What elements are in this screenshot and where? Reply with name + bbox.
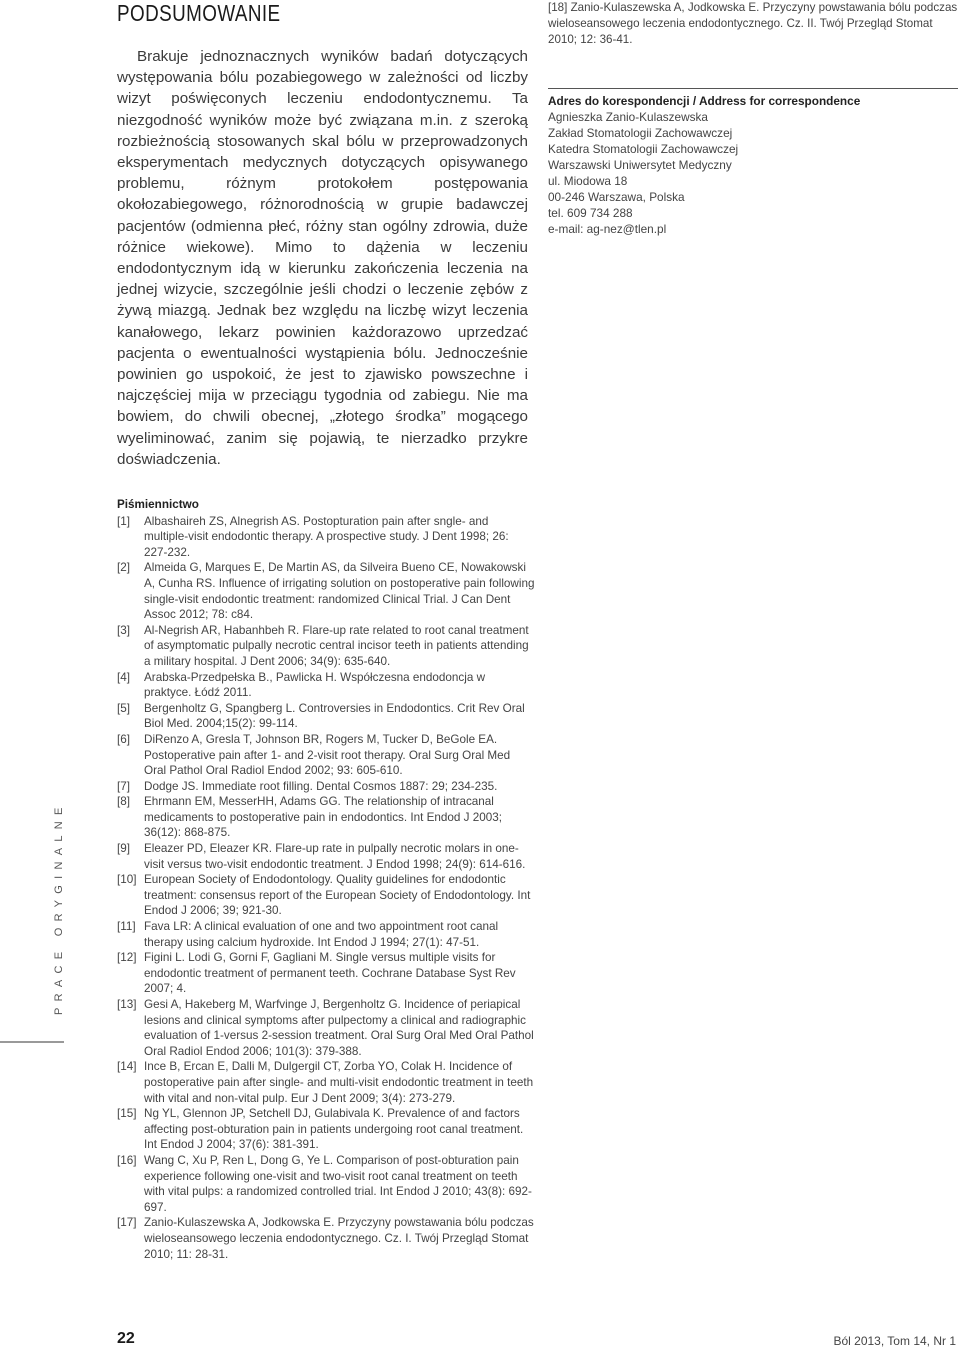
correspondence-line: Katedra Stomatologii Zachowawczej	[548, 142, 739, 156]
reference-text: Gesi A, Hakeberg M, Warfvinge J, Bergenholtz G. Incidence of periapical lesions and clinical symptoms after pulpectomy a clinical and radiographic evaluation of 1-versus 2-session treatment. Oral Surg Oral Med Oral Pathol Oral Radiol Endod 2006; 101(3): 379-388.	[144, 998, 534, 1058]
reference-number: [17]	[117, 1216, 137, 1230]
correspondence-heading: Adres do korespondencji / Address for correspondence	[548, 94, 861, 108]
reference-item	[117, 950, 535, 997]
reference-number: [8]	[117, 795, 130, 809]
reference-text: Dodge JS. Immediate root filling. Dental Cosmos 1887: 29; 234-235.	[144, 779, 498, 793]
reference-text: Fava LR: A clinical evaluation of one and two appointment root canal therapy using calcium hydroxide. Int Endod J 1994; 27(1): 47-51.	[144, 920, 499, 949]
references-heading: Piśmiennictwo	[117, 498, 199, 511]
reference-number: [2]	[117, 561, 130, 575]
reference-number: [13]	[117, 998, 137, 1011]
reference-text: Ince B, Ercan E, Dalli M, Dulgergil CT, Zorba YO, Colak H. Incidence of postoperative pain after single- and multi-visit endodontic treatment in teeth with vital and non-vital pulp. Eur J Dent 2009; 3(4): 273-279.	[144, 1060, 534, 1105]
section-title: PODSUMOWANIE	[117, 0, 281, 26]
reference-text: European Society of Endodontology. Quality guidelines for endodontic treatment: consensus report of the European Society of Endodontology. Int Endod J 2006; 39; 921-30.	[144, 873, 531, 918]
reference-text: Figini L. Lodi G, Gorni F, Gagliani M. Single versus multiple visits for endodontic treatment of permanent teeth. Cochrane Database Syst Rev 2007; 4.	[144, 951, 516, 996]
reference-text: Ng YL, Glennon JP, Setchell DJ, Gulabivala K. Prevalence of and factors affecting post-obturation pain in patients undergoing root canal treatment. Int Endod J 2004; 37(6): 381-391.	[144, 1107, 524, 1152]
correspondence-line: ul. Miodowa 18	[548, 174, 628, 188]
reference-item	[117, 514, 535, 561]
reference-text: Almeida G, Marques E, De Martin AS, da Silveira Bueno CE, Nowakowski A, Cunha RS. Influence of irrigating solution on postoperative pain following single-visit endodontic treatment: randomized Clinical Trial. J Can Dent Assoc 2012; 78: c84.	[144, 561, 535, 622]
correspondence-line: 00-246 Warszawa, Polska	[548, 190, 685, 204]
reference-text: Bergenholtz G, Spangberg L. Controversies in Endodontics. Crit Rev Oral Biol Med. 2004;15(2): 99-114.	[144, 701, 525, 731]
references-list	[117, 497, 535, 1262]
reference-number: [11]	[117, 920, 136, 934]
reference-number: [15]	[117, 1107, 137, 1121]
reference-text: Eleazer PD, Eleazer KR. Flare-up rate in pulpally necrotic molars in one-visit versus two-visit endodontic treatment. J Endod 1998; 24(9): 614-616.	[144, 842, 526, 871]
reference-number: [14]	[117, 1060, 137, 1074]
reference-item-18	[548, 0, 958, 48]
reference-number: [5]	[117, 701, 130, 715]
reference-number: [4]	[117, 670, 130, 684]
reference-item	[117, 560, 535, 622]
page-number: 22	[117, 1330, 135, 1347]
reference-text: Arabska-Przedpełska B., Pawlicka H. Współczesna endodoncja w praktyce. Łódź 2011.	[144, 670, 486, 700]
journal-citation: Ból 2013, Tom 14, Nr 1	[833, 1334, 956, 1348]
reference-number: [16]	[117, 1153, 137, 1167]
reference-item	[117, 872, 535, 919]
reference-text: Ehrmann EM, MesserHH, Adams GG. The relationship of intracanal medicaments to postoperative pain in endodontics. Int Endod J 2003; 36(12): 868-875.	[144, 795, 502, 840]
reference-text: Zanio-Kulaszewska A, Jodkowska E. Przyczyny powstawania bólu podczas wieloseansowego leczenia endodontycznego. Cz. II. Twój Przegląd Stomat 2010; 12: 36-41.	[548, 1, 958, 46]
correspondence-line: Zakład Stomatologii Zachowawczej	[548, 126, 733, 140]
reference-number: [3]	[117, 623, 130, 637]
reference-number: [1]	[117, 514, 130, 528]
reference-number: [7]	[117, 779, 130, 793]
reference-text: Al-Negrish AR, Habanhbeh R. Flare-up rate related to root canal treatment of asymptomatic pulpally necrotic central incisor teeth in patients attending a military hospital. J Dent 2006; 34(9): 635-640.	[144, 623, 529, 668]
reference-number: [18]	[548, 1, 568, 14]
reference-text: Zanio-Kulaszewska A, Jodkowska E. Przyczyny powstawania bólu podczas wieloseansowego leczenia endodontycznego. Cz. I. Twój Przegląd Stomat 2010; 11: 28-31.	[144, 1216, 534, 1261]
section-side-label: PRACE ORYGINALNE	[53, 801, 65, 1015]
reference-item	[117, 1059, 535, 1106]
reference-item	[117, 794, 535, 841]
reference-item	[117, 1215, 535, 1262]
reference-text: DiRenzo A, Gresla T, Johnson BR, Rogers M, Tucker D, BeGole EA. Postoperative pain after 1- and 2-visit root therapy. Oral Surg Oral Med Oral Pathol Oral Radiol Endod 2002; 93: 605-610.	[144, 732, 511, 778]
correspondence-line: Agnieszka Zanio-Kulaszewska	[548, 110, 708, 124]
side-divider	[0, 1041, 64, 1043]
reference-item	[117, 701, 535, 732]
reference-item	[117, 670, 535, 701]
reference-number: [12]	[117, 951, 137, 965]
reference-item	[117, 997, 535, 1059]
reference-item	[117, 779, 535, 795]
reference-item	[117, 841, 535, 872]
correspondence-line: tel. 609 734 288	[548, 206, 633, 220]
reference-item	[117, 919, 535, 950]
reference-number: [6]	[117, 732, 130, 746]
correspondence-block	[548, 93, 958, 237]
reference-item	[117, 1153, 535, 1215]
correspondence-email[interactable]: e-mail: ag-nez@tlen.pl	[548, 222, 667, 236]
correspondence-line: Warszawski Uniwersytet Medyczny	[548, 158, 732, 172]
summary-paragraph: Brakuje jednoznacznych wyników badań dotyczących występowania bólu pozabiegowego w zależności od liczby wizyt poświęconych leczeniu endodontycznemu. Ta niezgodność wyników może być związana m.in. z szeroką rozbieżnością stosowanych skal bólu w przeprowadzonych eksperymentach medycznych dotyczących opisywanego problemu, różnym protokołem postępowania okołozabiegowego, różnorodnością w grupie badawczej pacjentów (odmienna płeć, różny stan ogólny zdrowia, duże różnice wiekowe). Mimo to dążenia w leczeniu endodontycznym idą w kierunku zakończenia leczenia na jednej wizycie, szczególnie jeśli chodzi o leczenie zębów z żywą miazgą. Jednak bez względu na liczbę wizyt leczenia kanałowego, lekarz powinien każdorazowo uprzedzać pacjenta o ewentualności wystąpienia bólu. Jednocześnie powinien go uspokoić, że jest to zjawisko powszechne i najczęściej mija w przeciągu tygodnia od zabiegu. Nie ma bowiem, do chwili obecnej, „złotego środka” mogącego wyeliminować, zanim się pojawią, te nierzadko przykre doświadczenia.	[117, 48, 528, 468]
reference-item	[117, 1106, 535, 1153]
reference-number: [9]	[117, 842, 130, 856]
reference-number: [10]	[117, 873, 137, 887]
reference-text: Albashaireh ZS, Alnegrish AS. Postopturation pain after sngle- and multiple-visit endodontic therapy. A prospective study. J Dent 1998; 26: 227-232.	[144, 514, 509, 559]
reference-item	[117, 623, 535, 670]
reference-text: Wang C, Xu P, Ren L, Dong G, Ye L. Comparison of post-obturation pain experience following one-visit and two-visit root canal treatment on teeth with vital pulps: a randomized controlled trial. Int Endod J 2010; 43(8): 692-697.	[144, 1153, 532, 1214]
reference-item	[117, 732, 535, 779]
correspondence-divider	[548, 88, 958, 89]
